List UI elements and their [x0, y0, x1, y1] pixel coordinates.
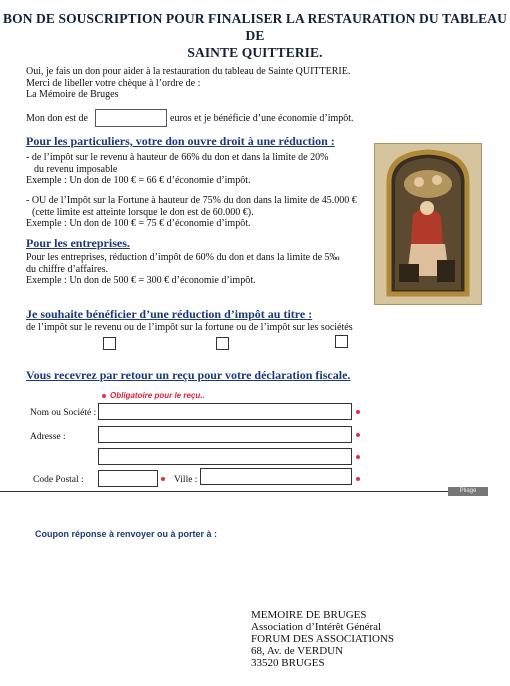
required-dot-cp: [161, 477, 165, 481]
coupon-text: Coupon réponse à renvoyer ou à porter à :: [35, 529, 218, 539]
ir-example: Exemple : Un don de 100 € = 66 € d’économie d’impôt.: [26, 175, 251, 186]
mailing-address: [251, 609, 394, 669]
fold-tag: Pliage: [448, 487, 488, 496]
page-title: [0, 10, 510, 61]
entreprises-line-2: du chiffre d’affaires.: [26, 263, 109, 275]
particuliers-isf-block: [26, 195, 357, 230]
cp-input[interactable]: [98, 470, 158, 487]
required-note: Obligatoire pour le reçu..: [110, 391, 205, 400]
isf-line-2: (cette limite est atteinte lorsque le don est de 60.000 €).: [32, 206, 254, 218]
ir-line-1: - de l’impôt sur le revenu à hauteur de 66% du don et dans la limite de 20%: [26, 152, 329, 163]
adresse-input-1[interactable]: [98, 426, 352, 443]
required-marker: [102, 394, 106, 398]
required-dot-adresse-1: [356, 433, 360, 437]
entreprises-example: Exemple : Un don de 500 € = 300 € d’économie d’impôt.: [26, 275, 256, 286]
entreprises-line-1: Pour les entreprises, réduction d’impôt de 60% du don et dans la limite de 5‰: [26, 252, 340, 263]
entreprises-block: [26, 252, 340, 287]
don-label-after: euros et je bénéficie d’une économie d’impôt.: [170, 113, 354, 124]
required-dot-adresse-2: [356, 455, 360, 459]
checkbox-impot-revenu[interactable]: [103, 337, 116, 350]
isf-example: Exemple : Un don de 100 € = 75 € d’économie d’impôt.: [26, 218, 251, 229]
receipt-heading: Vous recevrez par retour un reçu pour votre déclaration fiscale.: [26, 368, 351, 382]
required-dot-nom: [356, 410, 360, 414]
painting-illustration: [375, 144, 481, 304]
title-line-2: SAINTE QUITTERIE.: [187, 45, 323, 60]
adresse-input-2[interactable]: [98, 448, 352, 465]
ville-label: Ville :: [174, 475, 198, 485]
don-amount-field[interactable]: [95, 109, 167, 127]
reduction-options-text: de l’impôt sur le revenu ou de l’impôt sur la fortune ou de l’impôt sur les sociétés: [26, 322, 353, 333]
cp-label: Code Postal :: [33, 475, 84, 485]
painting-image: [374, 143, 482, 305]
reduction-heading: Je souhaite bénéficier d’une réduction d’impôt au titre :: [26, 307, 313, 321]
address-line-3: FORUM DES ASSOCIATIONS: [251, 633, 395, 645]
address-line-2: Association d’Intérêt Général: [251, 621, 382, 633]
required-dot-ville: [356, 477, 360, 481]
ir-line-2: du revenu imposable: [34, 163, 118, 175]
nom-input[interactable]: [98, 403, 352, 420]
checkbox-impot-societes[interactable]: [335, 335, 348, 348]
intro-line-3: La Mémoire de Bruges: [26, 89, 119, 100]
particuliers-ir-block: [26, 152, 328, 187]
address-line-5: 33520 BRUGES: [251, 657, 325, 669]
isf-line-1: - OU de l’Impôt sur la Fortune à hauteur de 75% du don dans la limite de 45.000 €: [26, 195, 357, 206]
particuliers-heading: Pour les particuliers, votre don ouvre droit à une réduction :: [26, 134, 335, 148]
ville-input[interactable]: [200, 468, 352, 485]
intro-line-2: Merci de libeller votre chèque à l’ordre de :: [26, 77, 201, 89]
nom-label: Nom ou Société :: [30, 408, 97, 418]
don-label: Mon don est de: [26, 113, 88, 124]
adresse-label: Adresse :: [30, 432, 66, 442]
address-line-4: 68, Av. de VERDUN: [251, 645, 344, 657]
address-line-1: MEMOIRE DE BRUGES: [251, 609, 367, 621]
title-line-1: BON DE SOUSCRIPTION POUR FINALISER LA RESTAURATION DU TABLEAU DE: [3, 11, 507, 43]
checkbox-impot-fortune[interactable]: [216, 337, 229, 350]
fold-line: [0, 491, 484, 492]
intro-block: [26, 66, 350, 101]
entreprises-heading: Pour les entreprises.: [26, 236, 130, 250]
intro-line-1: Oui, je fais un don pour aider à la restauration du tableau de Sainte QUITTERIE.: [26, 66, 351, 77]
